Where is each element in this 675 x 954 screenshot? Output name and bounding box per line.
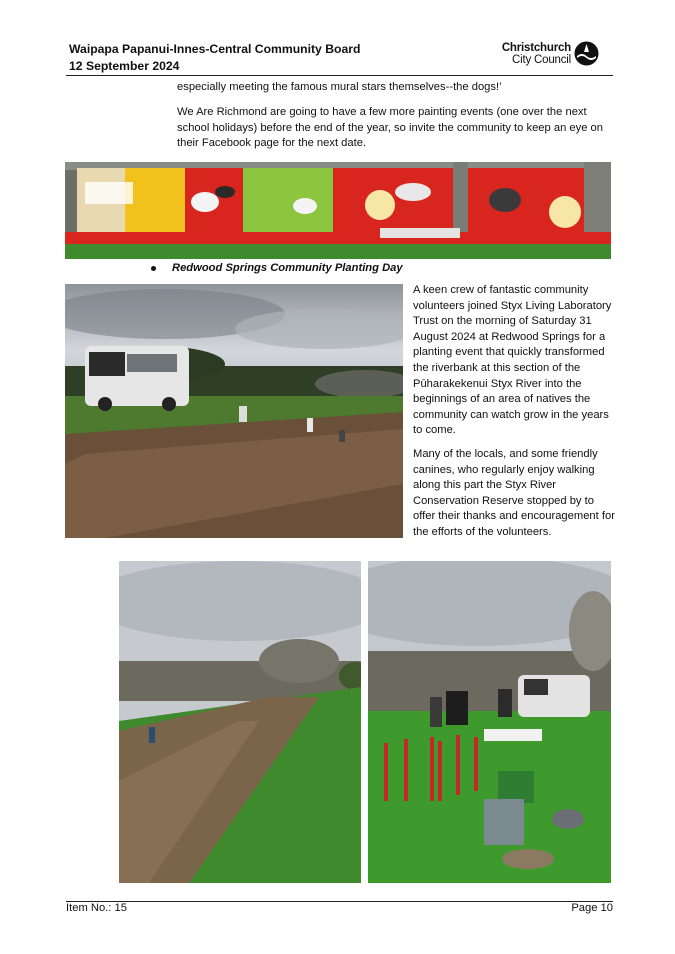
- paragraph-locals-canines: Many of the locals, and some friendly canines, who regularly enjoy walking along this part the Styx River Conservation Reserve stopped by to offer their thanks and encouragement for the efforts of the volunteers.: [413, 448, 615, 538]
- paragraph-volunteers: A keen crew of fantastic community volunteers joined Styx Living Laboratory Trust on the morning of Saturday 31 August 2024 at Redwood Springs for a planting event that quickly transformed the riverbank at this section of the Pūharakekenui Styx River into the beginnings of an area of natives the community can watch grow in the years to come.: [413, 284, 612, 437]
- logo-text-line2: City Council: [512, 54, 571, 66]
- section-heading-planting-day: [151, 262, 403, 274]
- page-header: [66, 41, 613, 75]
- header-divider: [66, 75, 613, 76]
- footer-item-number: Item No.: 15: [66, 902, 127, 914]
- bullet-icon: [151, 266, 156, 271]
- riverbank-planting-photo: [119, 561, 361, 883]
- council-logo-icon: [574, 41, 599, 66]
- mural-photo: [65, 162, 611, 259]
- logo-text-line1: Christchurch: [501, 42, 571, 54]
- paragraph-mural-dogs: especially meeting the famous mural stars themselves--the dogs!’: [177, 81, 502, 93]
- footer-page-number: Page 10: [571, 902, 613, 914]
- paragraph-painting-events: We Are Richmond are going to have a few more painting events (one over the next school holidays) before the end of the year, so invite the community to keep an eye on their Facebook page for the next date.: [177, 106, 604, 150]
- board-title: Waipapa Papanui-Innes-Central Community Board: [69, 42, 361, 56]
- footer-divider: [66, 901, 613, 902]
- planting-day-photo: [65, 284, 403, 538]
- meeting-date: 12 September 2024: [69, 59, 180, 73]
- section-heading-text: Redwood Springs Community Planting Day: [172, 262, 403, 274]
- council-logo: [499, 41, 599, 69]
- volunteers-tools-photo: [368, 561, 611, 883]
